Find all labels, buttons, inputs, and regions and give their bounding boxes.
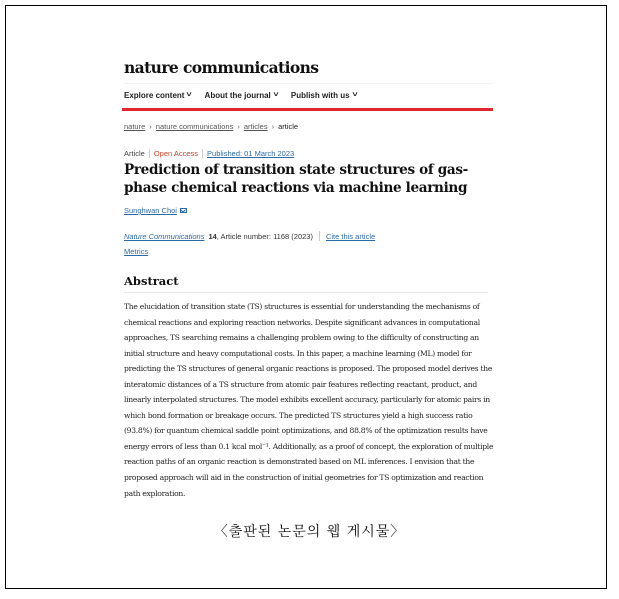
breadcrumb-separator: › [237,122,240,131]
nav-publish-with-us[interactable] [291,91,357,100]
cite-article-link[interactable]: Cite this article [325,231,376,241]
article-meta [124,149,294,158]
chevron-down-icon: ˅ [186,92,193,99]
author-line [124,206,187,215]
citation-line [124,231,375,241]
article-number: , Article number: 1168 (2023) [216,231,313,241]
breadcrumb-nature[interactable]: nature [124,122,146,131]
accent-rule [122,108,493,111]
breadcrumb-separator: › [271,122,275,131]
breadcrumb-separator: › [149,122,152,131]
divider [319,231,320,241]
header-divider [124,83,493,84]
metrics-link[interactable]: Metrics [124,247,149,256]
article-type: Article [124,149,150,158]
breadcrumb [124,122,298,131]
breadcrumb-articles[interactable]: articles [243,122,268,131]
nav-label: Publish with us [290,91,350,100]
breadcrumb-nature-communications[interactable]: nature communications [155,122,234,131]
figure-caption: 〈출판된 논문의 웹 게시물〉 [213,524,406,540]
open-access-badge: Open Access [150,149,203,158]
abstract-text: The elucidation of transition state (TS) structures is essential for understanding the mechanisms of chemical reactions and exploring reaction networks. Despite significant advances in computational approaches, TS searching remains a challenging problem owing to the difficulty of constructing an initial structure and heavy computational costs. In this paper, a machine learning (ML) model for predicting the TS structures of general organic reactions is proposed. The proposed model derives the interatomic distances of a TS structure from atomic pair features reflecting reactant, product, and linearly interpolated structures. The model exhibits excellent accuracy, particularly for atomic pairs in which bond formation or breakage occurs. The predicted TS structures yield a high success ratio (93.8%) for quantum chemical saddle point optimizations, and 88.8% of the optimization results have energy errors of less than 0.1 kcal mol⁻¹. Additionally, as a proof of concept, the exploration of multiple reaction paths of an organic reaction is demonstrated based on ML inferences. I envision that the proposed approach will aid in the construction of initial geometries for TS optimization and reaction path exploration. [124,302,494,498]
breadcrumb-current: article [278,122,299,131]
nav-about-journal[interactable] [205,91,278,100]
journal-link[interactable]: Nature Communications [124,231,205,241]
nav-explore-content[interactable] [124,91,192,100]
chevron-down-icon: ˅ [351,92,358,99]
abstract-heading: Abstract [124,274,179,288]
nav-label: Explore content [124,91,185,100]
mail-icon[interactable] [180,208,187,213]
chevron-down-icon: ˅ [273,92,279,99]
article-title: Prediction of transition state structures of gas-phase chemical reactions via machine learning [124,162,468,196]
nav-label: About the journal [204,91,271,100]
site-logo[interactable]: nature communications [124,58,319,77]
published-date-link[interactable]: Published: 01 March 2023 [207,149,295,158]
volume: 14 [208,231,217,241]
abstract-divider [124,292,488,293]
author-link[interactable]: Sunghwan Choi [124,206,177,215]
main-nav [124,91,357,100]
